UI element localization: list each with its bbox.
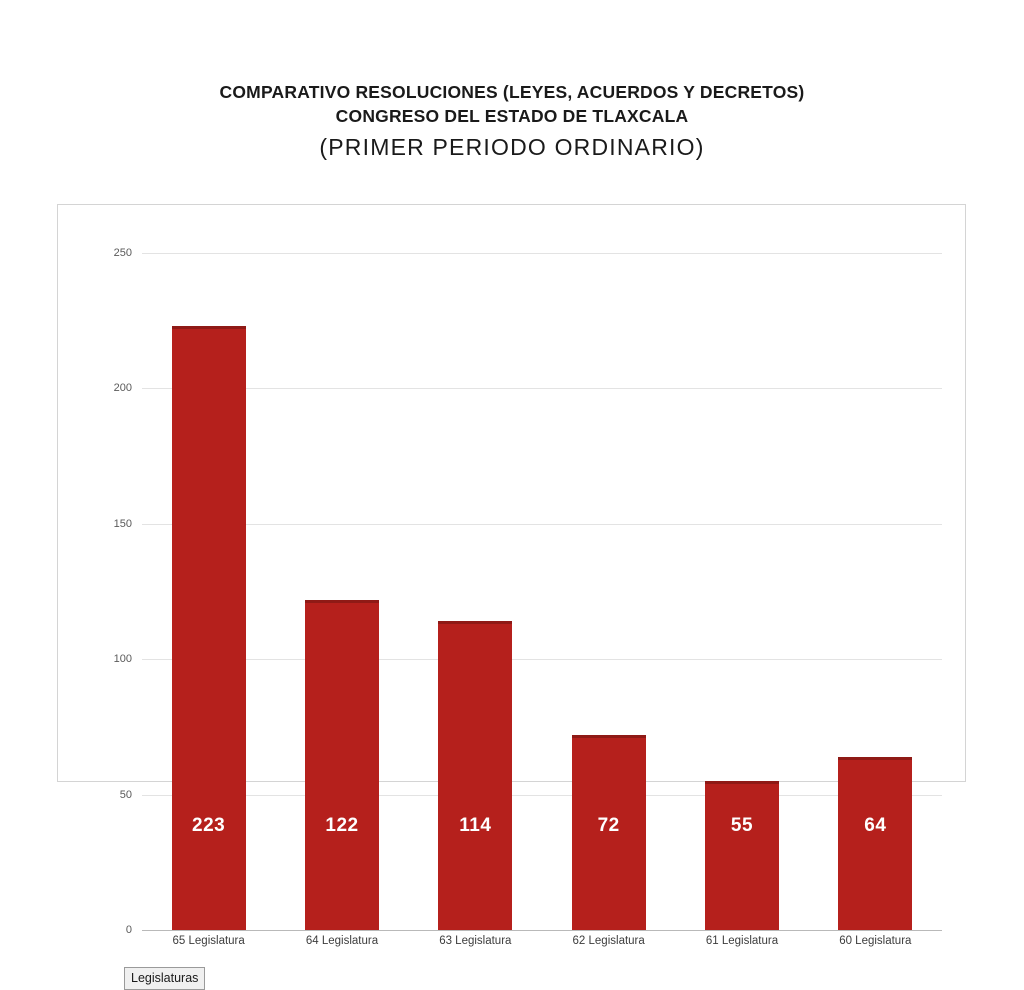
chart-title-block	[0, 80, 1024, 162]
gridline	[142, 659, 942, 660]
page-title-line-1: COMPARATIVO RESOLUCIONES (LEYES, ACUERDOS Y DECRETOS)	[219, 82, 805, 102]
page-title-line-3: (PRIMER PERIODO ORDINARIO)	[319, 134, 705, 160]
gridline	[142, 388, 942, 389]
gridline	[142, 795, 942, 796]
x-axis-title-label: Legislaturas	[131, 971, 199, 985]
bar-61-legislatura[interactable]	[705, 781, 779, 930]
x-axis-category-label: 64 Legislatura	[305, 935, 379, 947]
bar-value-label: 55	[730, 814, 754, 836]
x-axis-category-label: 62 Legislatura	[572, 935, 645, 947]
bar-value-label: 223	[192, 814, 226, 836]
y-axis-tick-label: 250	[113, 247, 132, 259]
bar-60-legislatura[interactable]	[838, 757, 912, 930]
y-axis-tick-label: 0	[125, 924, 132, 936]
bar-value-label: 114	[459, 814, 492, 836]
page-title-line-2: CONGRESO DEL ESTADO DE TLAXCALA	[335, 106, 689, 126]
plot-area	[142, 253, 942, 947]
gridline	[142, 253, 942, 254]
y-axis-tick-label: 100	[113, 653, 132, 666]
bar-63-legislatura[interactable]	[438, 621, 512, 930]
y-axis-tick-label: 50	[119, 788, 132, 801]
x-axis-category-label: 65 Legislatura	[172, 935, 245, 947]
chart-frame	[57, 204, 966, 985]
bar-62-legislatura[interactable]	[572, 735, 646, 930]
bar-value-label: 122	[325, 814, 359, 836]
y-axis-labels	[86, 247, 132, 936]
x-axis-category-label: 63 Legislatura	[439, 935, 512, 947]
x-axis-category-label: 61 Legislatura	[705, 935, 779, 947]
y-axis-tick-label: 200	[113, 382, 132, 395]
x-axis-title-box[interactable]	[124, 967, 205, 990]
bar-value-label: 64	[864, 814, 887, 836]
bar-64-legislatura[interactable]	[305, 600, 379, 930]
y-axis-tick-label: 150	[113, 517, 132, 530]
x-axis-category-label: 60 Legislatura	[839, 935, 912, 947]
gridline	[142, 524, 942, 525]
bar-65-legislatura[interactable]	[172, 326, 246, 930]
gridline	[142, 930, 942, 931]
bar-value-label: 72	[597, 814, 620, 836]
